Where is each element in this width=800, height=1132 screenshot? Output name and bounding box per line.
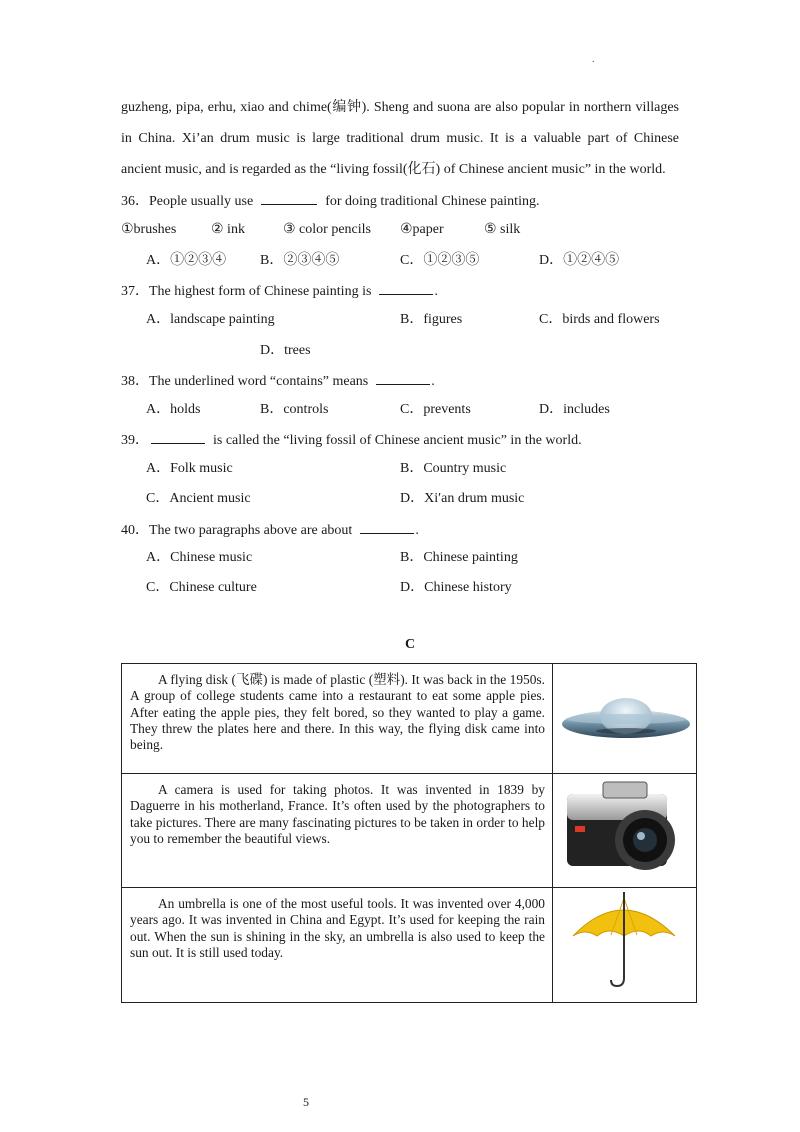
question-text: The two paragraphs above are about: [149, 523, 353, 538]
q40-option-d[interactable]: D．Chinese history: [400, 580, 512, 595]
q40-option-c[interactable]: C．Chinese culture: [146, 580, 257, 595]
page-number: 5: [303, 1095, 309, 1109]
flying-disk-text: A flying disk (飞碟) is made of plastic (塑料). It was back in the 1950s. A group of college students came into a restaurant to eat some apple pies. After eating the apple pies, they felt bored, so they wanted to play a game. They threw the plates here and there. In this way, the flying disk came into being.: [130, 672, 545, 753]
question-37-stem: [121, 282, 438, 300]
q36-option-b[interactable]: B．②③④⑤: [260, 253, 340, 268]
question-40-stem: [121, 521, 419, 539]
answer-blank: [376, 372, 430, 385]
question-text: for doing traditional Chinese painting.: [325, 194, 540, 209]
question-39-stem: [121, 431, 582, 449]
q40-option-b[interactable]: B．Chinese painting: [400, 550, 518, 565]
q39-option-c[interactable]: C．Ancient music: [146, 491, 251, 506]
passage-line-3: ancient music, and is regarded as the “living fossil(化石) of Chinese ancient music” in the world.: [121, 162, 666, 177]
question-number: 38．: [121, 374, 149, 389]
q37-option-d[interactable]: D．trees: [260, 343, 311, 358]
answer-blank: [261, 192, 317, 205]
passage-line-2: in China. Xi’an drum music is large traditional drum music. It is a valuable part of Chinese: [121, 131, 679, 146]
umbrella-text: An umbrella is one of the most useful tools. It was invented over 4,000 years ago. It was invented in China and Egypt. It’s used for keeping the rain out. When the sun is shining in the sky, an umbrella is also used to keep the sun out. It is still used today.: [130, 896, 545, 960]
answer-blank: [151, 431, 205, 444]
q39-option-d[interactable]: D．Xi′an drum music: [400, 491, 525, 506]
q36-option-a[interactable]: A．①②③④: [146, 253, 227, 268]
section-c-heading: C: [404, 637, 416, 652]
question-number: 40．: [121, 523, 149, 538]
question-number: 39．: [121, 433, 149, 448]
table-row: [122, 774, 697, 888]
question-number: 37．: [121, 284, 149, 299]
q37-option-a[interactable]: A．landscape painting: [146, 312, 275, 327]
q40-option-a[interactable]: A．Chinese music: [146, 550, 253, 565]
question-38-stem: [121, 372, 435, 390]
q38-option-a[interactable]: A．holds: [146, 402, 201, 417]
image-cell: [553, 664, 697, 774]
question-text: .: [431, 374, 435, 389]
camera-text: A camera is used for taking photos. It was invented in 1839 by Daguerre in his motherland, France. It’s often used by the photographers to take pictures. There are many fascinating pictures to be taken in order to help you to remember the beautiful views.: [130, 782, 545, 846]
q37-option-b[interactable]: B．figures: [400, 312, 463, 327]
question-text: .: [415, 523, 419, 538]
question-number: 36．: [121, 194, 149, 209]
q36-item-4: ④paper: [400, 222, 444, 237]
camera-icon: [553, 774, 696, 882]
q39-option-b[interactable]: B．Country music: [400, 461, 507, 476]
question-text: is called the “living fossil of Chinese ancient music” in the world.: [213, 433, 582, 448]
passage-line-1: guzheng, pipa, erhu, xiao and chime(编钟). Sheng and suona are also popular in northern villages: [121, 100, 679, 115]
flying-disk-icon: [553, 664, 696, 768]
umbrella-icon: [553, 888, 696, 997]
q38-option-c[interactable]: C．prevents: [400, 402, 471, 417]
text-cell: [122, 888, 553, 1003]
text-cell: [122, 664, 553, 774]
question-text: The highest form of Chinese painting is: [149, 284, 372, 299]
q37-option-c[interactable]: C．birds and flowers: [539, 312, 660, 327]
q36-item-3: ③ color pencils: [283, 222, 371, 237]
answer-blank: [360, 521, 414, 534]
section-c-table: [121, 663, 697, 1003]
q36-option-c[interactable]: C．①②③⑤: [400, 253, 480, 268]
image-cell: [553, 774, 697, 888]
q36-item-1: ①brushes: [121, 222, 177, 237]
question-text: The underlined word “contains” means: [149, 374, 369, 389]
q38-option-b[interactable]: B．controls: [260, 402, 329, 417]
question-text: .: [434, 284, 438, 299]
q39-option-a[interactable]: A．Folk music: [146, 461, 233, 476]
question-text: People usually use: [149, 194, 254, 209]
answer-blank: [379, 282, 433, 295]
q38-option-d[interactable]: D．includes: [539, 402, 610, 417]
table-row: [122, 664, 697, 774]
q36-item-2: ② ink: [211, 222, 245, 237]
page-marker: .: [592, 54, 595, 65]
q36-option-d[interactable]: D．①②④⑤: [539, 253, 620, 268]
question-36-stem: [121, 192, 539, 210]
table-row: [122, 888, 697, 1003]
q36-item-5: ⑤ silk: [484, 222, 521, 237]
image-cell: [553, 888, 697, 1003]
text-cell: [122, 774, 553, 888]
